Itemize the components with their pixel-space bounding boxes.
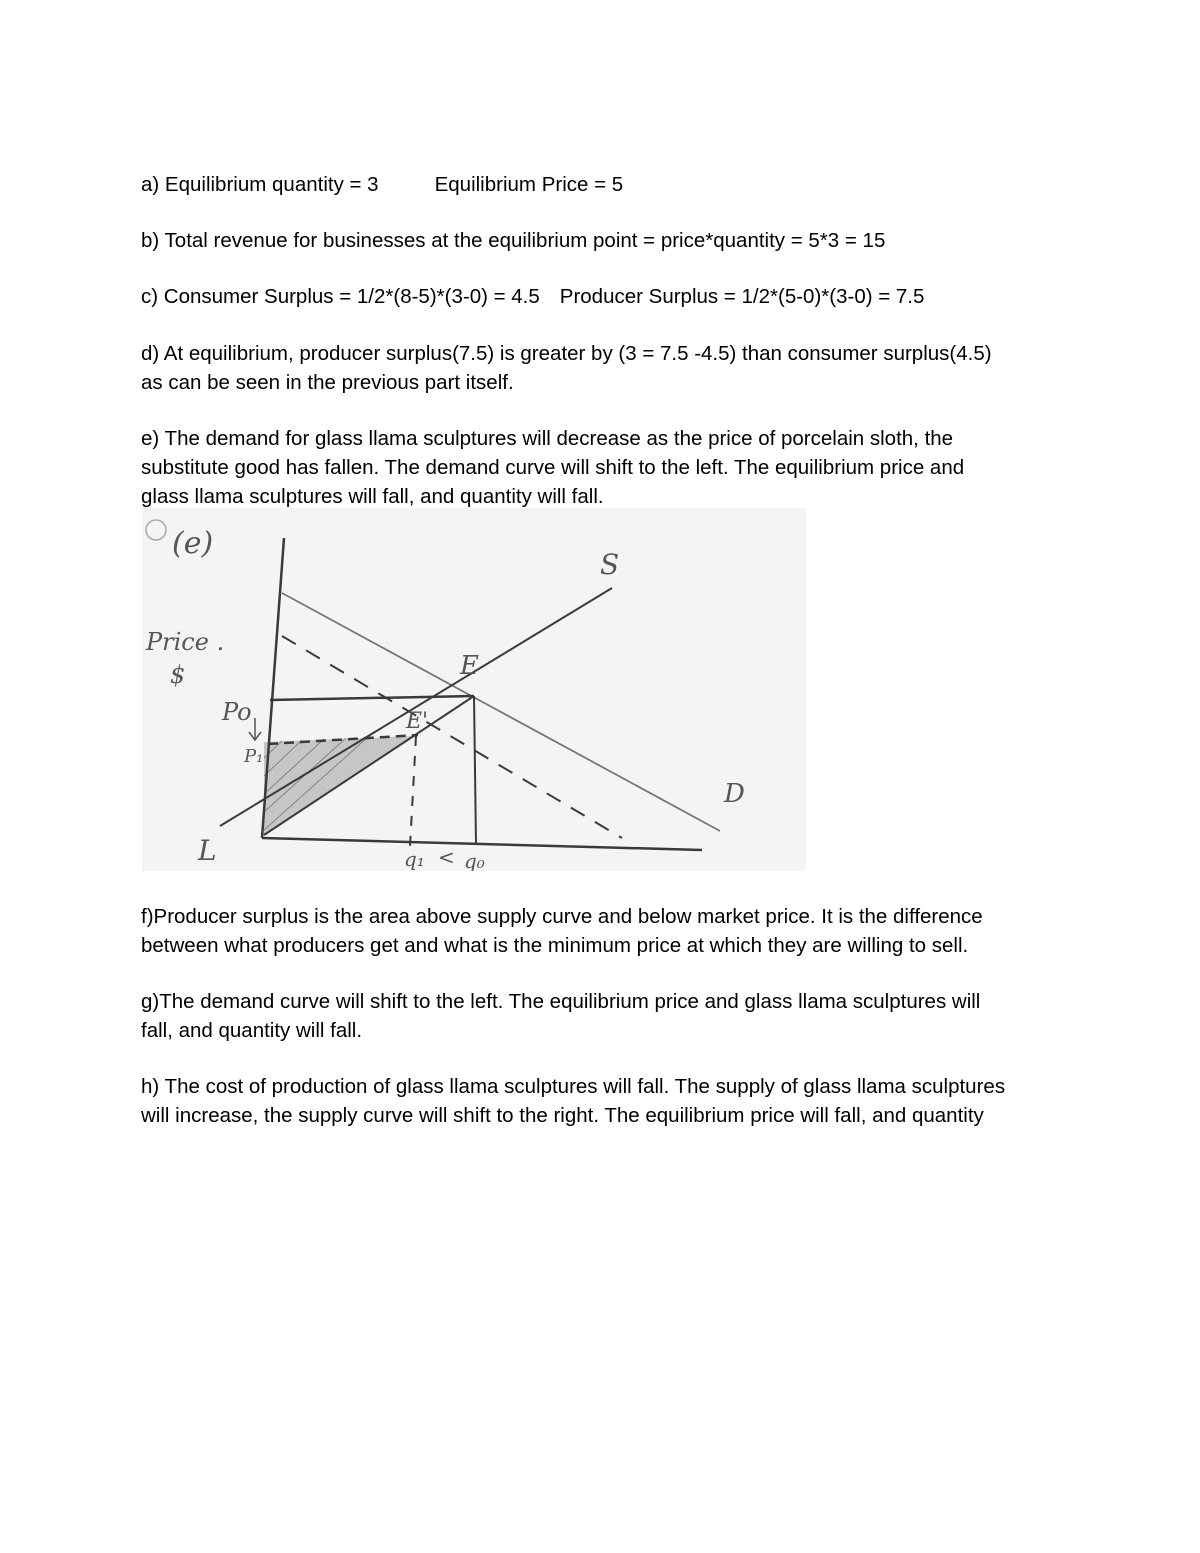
answer-e-line: substitute good has fallen. The demand curve will shift to the left. The equilibrium price and <box>141 456 965 479</box>
answer-c-producer: Producer Surplus = 1/2*(5-0)*(3-0) = 7.5 <box>559 285 925 308</box>
q0-line <box>474 696 476 844</box>
new-equilibrium-label: E' <box>406 709 429 734</box>
answer-e <box>141 424 1071 511</box>
dollar-label: $ <box>170 661 186 689</box>
answer-c <box>141 282 924 311</box>
answer-f-line: between what producers get and what is the minimum price at which they are willing to sell. <box>141 934 969 957</box>
answer-c-consumer: c) Consumer Surplus = 1/2*(8-5)*(3-0) = 4.5 <box>141 285 540 308</box>
part-label: (e) <box>172 526 214 561</box>
demand-label: D <box>724 779 745 809</box>
answer-a-quantity: a) Equilibrium quantity = 3 <box>141 173 379 196</box>
answer-b: b) Total revenue for businesses at the equilibrium point = price*quantity = 5*3 = 15 <box>141 229 886 252</box>
answer-f-line: f)Producer surplus is the area above supply curve and below market price. It is the difference <box>141 905 983 928</box>
answer-h <box>141 1072 1071 1130</box>
price-axis-label: Price . <box>146 628 225 656</box>
answer-d-line: as can be seen in the previous part itself. <box>141 371 514 394</box>
p0-line <box>270 696 474 700</box>
answer-f <box>141 902 1071 960</box>
answer-g <box>141 987 1071 1045</box>
answer-g-line: g)The demand curve will shift to the left. The equilibrium price and glass llama sculptures will <box>141 990 981 1013</box>
answer-a <box>141 170 623 199</box>
supply-demand-sketch <box>142 508 806 871</box>
answer-e-line: e) The demand for glass llama sculptures will decrease as the price of porcelain sloth, the <box>141 427 954 450</box>
answer-h-line: will increase, the supply curve will shift to the right. The equilibrium price will fall, and quantity <box>141 1104 984 1127</box>
p0-label: Po <box>222 698 252 726</box>
new-demand-curve <box>282 636 622 838</box>
answer-d <box>141 339 1071 397</box>
quantity-axis-mark: L <box>198 834 217 867</box>
answer-g-line: fall, and quantity will fall. <box>141 1019 363 1042</box>
q1-line <box>410 736 416 846</box>
demand-curve <box>282 593 720 831</box>
supply-label: S <box>600 548 620 581</box>
equilibrium-label: E <box>460 651 479 681</box>
q1-label: q₁ <box>404 847 425 871</box>
p1-label: P₁ <box>244 746 264 767</box>
sketch-drawing <box>142 508 806 871</box>
answer-h-line: h) The cost of production of glass llama sculptures will fall. The supply of glass llama sculptures <box>141 1075 1006 1098</box>
quantity-arrow: < <box>438 845 455 869</box>
q0-label: q₀ <box>464 849 485 871</box>
bullet-circle <box>146 520 166 540</box>
answer-d-line: d) At equilibrium, producer surplus(7.5) is greater by (3 = 7.5 -4.5) than consumer surplus(4.5) <box>141 342 992 365</box>
answer-e-line: glass llama sculptures will fall, and quantity will fall. <box>141 485 604 508</box>
answer-a-price: Equilibrium Price = 5 <box>434 173 624 196</box>
